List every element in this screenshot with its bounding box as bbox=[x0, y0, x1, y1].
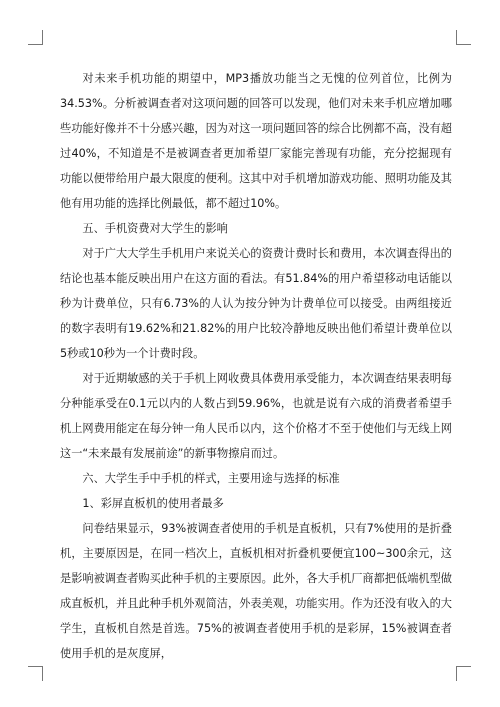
crop-mark-top-right bbox=[456, 30, 471, 45]
paragraph-future-functions: 对未来手机功能的期望中，MP3播放功能当之无愧的位列首位，比例为34.53%。分析被调查者对这项问题的回答可以发现，他们对未来手机应增加哪些功能好像并不十分感兴趣，因为对这一项问题回答的综合比例都不高，没有超过40%，不知道是不是被调查者更加希望厂家能完善现有功能，充分挖掘现有功能以便带给用户最大限度的便利。这其中对手机增加游戏功能、照明功能及其他有用功能的选择比例最低，都不超过10%。 bbox=[60, 72, 452, 210]
crop-mark-bottom-left bbox=[28, 666, 43, 681]
paragraph-mobile-internet-fee: 对于近期敏感的关于手机上网收费具体费用承受能力，本次调查结果表明每分种能承受在0.1元以内的人数占到59.96%，也就是说有六成的消费者希望手机上网费用能定在每分钟一角人民币以内，这个价格才不至于使他们与无线上网这一“未来最有发展前途”的新事物擦肩而过。 bbox=[60, 372, 452, 460]
subsection-heading-color-bar-phone: 1、彩屏直板机的使用者最多 bbox=[82, 497, 224, 510]
section-heading-tariff: 五、手机资费对大学生的影响 bbox=[82, 222, 228, 235]
section-heading-phone-style: 六、大学生手中手机的样式，主要用途与选择的标准 bbox=[82, 472, 340, 485]
crop-mark-top-left bbox=[28, 30, 43, 45]
crop-mark-bottom-right bbox=[456, 666, 471, 681]
paragraph-survey-results: 问卷结果显示，93%被调查者使用的手机是直板机，只有7%使用的是折叠机，主要原因是，在同一档次上，直板机相对折叠机要便宜100~300余元，这是影响被调查者购买此种手机的主要原因。此外，各大手机厂商都把低端机型做成直板机，并且此种手机外观简洁，外表美观，功能实用。作为还没有收入的大学生，直板机自然是首选。75%的被调查者使用手机的是彩屏，15%被调查者使用手机的是灰度屏， bbox=[60, 522, 452, 660]
paragraph-billing-unit: 对于广大大学生手机用户来说关心的资费计费时长和费用，本次调查得出的结论也基本能反映出用户在这方面的看法。有51.84%的用户希望移动电话能以秒为计费单位，只有6.73%的人认为按分钟为计费单位可以接受。由两组接近的数字表明有19.62%和21.82%的用户比较冷静地反映出他们希望计费单位以5秒或10秒为一个计费时段。 bbox=[60, 247, 452, 360]
document-body bbox=[60, 66, 452, 666]
